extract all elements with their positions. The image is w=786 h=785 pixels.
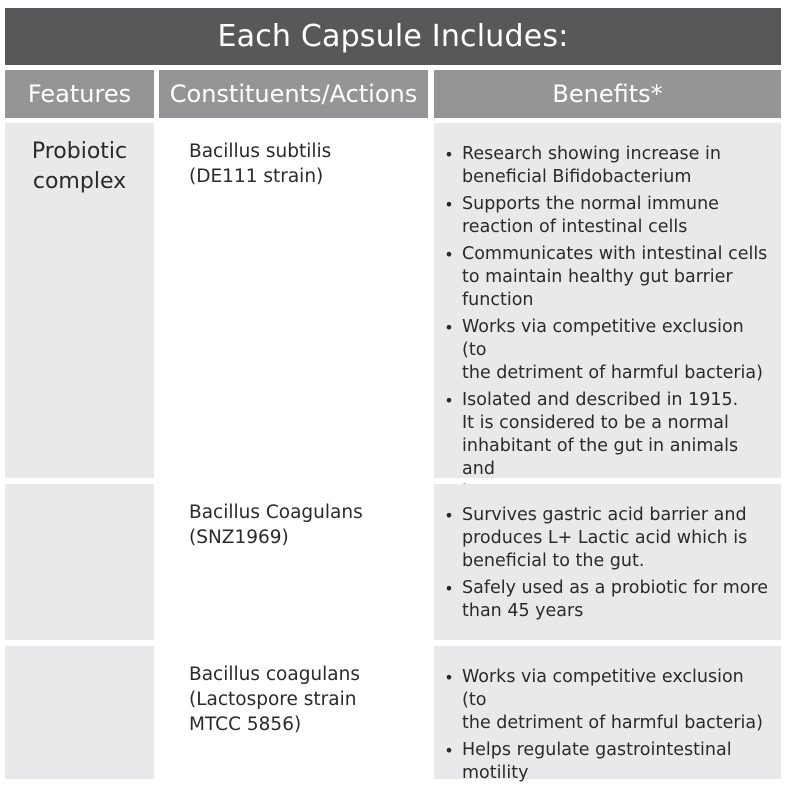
benefit-text: Works via competitive exclusion (to the detriment of harmful bacteria) — [462, 667, 763, 733]
bullet-icon: • — [444, 145, 454, 164]
benefit-text: Works via competitive exclusion (to the detriment of harmful bacteria) — [462, 317, 763, 383]
benefit-text: Isolated and described in 1915. It is considered to be a normal inhabitant of the gut in animals and — [462, 390, 739, 479]
benefit-text: Communicates with intestinal cells to maintain healthy gut barrier function — [462, 244, 768, 310]
constituent-cell — [159, 646, 428, 779]
benefit-text: Supports the normal immune reaction of intestinal cells — [462, 194, 719, 237]
constituent-label: Bacillus Coagulans (SNZ1969) — [189, 502, 363, 548]
list-item — [442, 143, 771, 189]
header-benefits: Benefits* — [434, 70, 781, 118]
list-item — [442, 577, 771, 623]
benefit-text: Safely used as a probiotic for more than 45 years — [462, 578, 769, 621]
header-features: Features — [5, 70, 154, 118]
bullet-icon: • — [444, 245, 454, 264]
list-item — [442, 739, 771, 785]
benefits-list — [434, 123, 781, 504]
constituent-cell — [159, 484, 428, 640]
header-constituents: Constituents/Actions — [159, 70, 428, 118]
benefits-list — [434, 484, 781, 623]
benefit-text: Research showing increase in beneficial Bifidobacterium — [462, 144, 721, 187]
bullet-icon: • — [444, 318, 454, 337]
benefit-text: Survives gastric acid barrier and produces L+ Lactic acid which is beneficial to the gut. — [462, 505, 748, 571]
bullet-icon: • — [444, 195, 454, 214]
bullet-icon: • — [444, 579, 454, 598]
benefits-list — [434, 646, 781, 785]
bullet-icon: • — [444, 506, 454, 525]
list-item — [442, 243, 771, 312]
benefits-cell — [434, 123, 781, 478]
benefits-cell — [434, 484, 781, 640]
benefits-cell — [434, 646, 781, 783]
feature-cell-probiotic — [5, 123, 154, 478]
bullet-icon: • — [444, 741, 454, 760]
feature-cell-empty — [5, 646, 154, 779]
feature-label — [5, 484, 154, 498]
bullet-icon: • — [444, 391, 454, 410]
constituent-cell — [159, 123, 428, 478]
bullet-icon: • — [444, 668, 454, 687]
constituent-label: Bacillus subtilis (DE111 strain) — [189, 141, 332, 187]
table-title: Each Capsule Includes: — [5, 8, 781, 65]
list-item — [442, 193, 771, 239]
feature-label: Probiotic complex — [31, 139, 128, 194]
list-item — [442, 316, 771, 385]
feature-cell-empty — [5, 484, 154, 640]
benefit-text: Helps regulate gastrointestinal motility — [462, 740, 732, 783]
constituent-label: Bacillus coagulans (Lactospore strain MTCC 5856) — [189, 664, 360, 735]
list-item — [442, 666, 771, 735]
feature-label — [5, 646, 154, 660]
list-item — [442, 504, 771, 573]
